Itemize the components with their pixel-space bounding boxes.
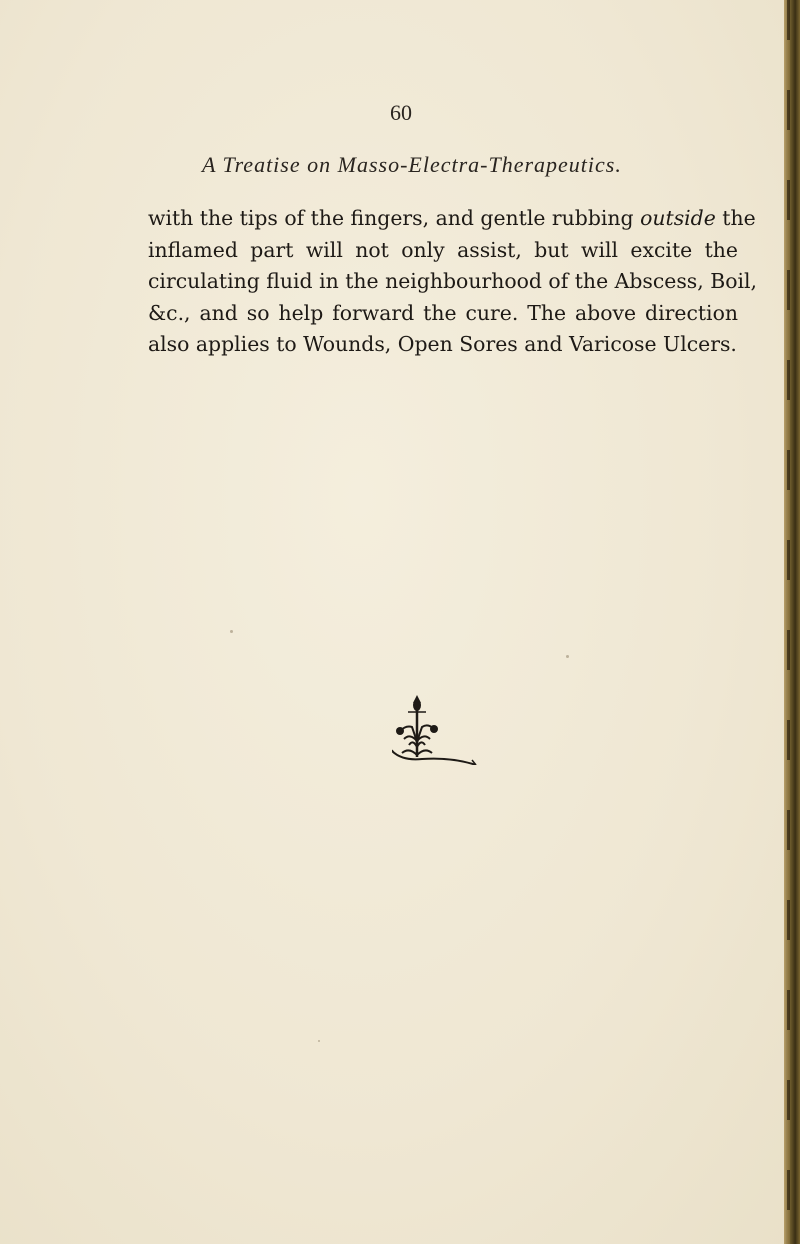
emphasis-outside: outside bbox=[640, 206, 716, 230]
body-line-1: with the tips of the fingers, and gentle rubbing outside the bbox=[148, 206, 756, 230]
page-number: 60 bbox=[390, 100, 412, 125]
running-title: A Treatise on Masso-Electra-Therapeutics. bbox=[202, 152, 622, 177]
paper-speck bbox=[566, 655, 569, 658]
body-paragraph bbox=[148, 203, 758, 361]
body-line-3: circulating fluid in the neighbourhood of the Abscess, Boil, bbox=[148, 269, 758, 293]
floral-ornament-icon bbox=[392, 695, 496, 765]
paper-speck bbox=[230, 630, 233, 633]
body-line-2: inflamed part will not only assist, but will excite the bbox=[148, 237, 738, 262]
paper-speck bbox=[318, 1040, 320, 1042]
binding-edge bbox=[784, 0, 800, 1244]
body-line-4: &c., and so help forward the cure. The above direction bbox=[148, 300, 738, 325]
body-line-5: also applies to Wounds, Open Sores and Varicose Ulcers. bbox=[148, 332, 737, 356]
